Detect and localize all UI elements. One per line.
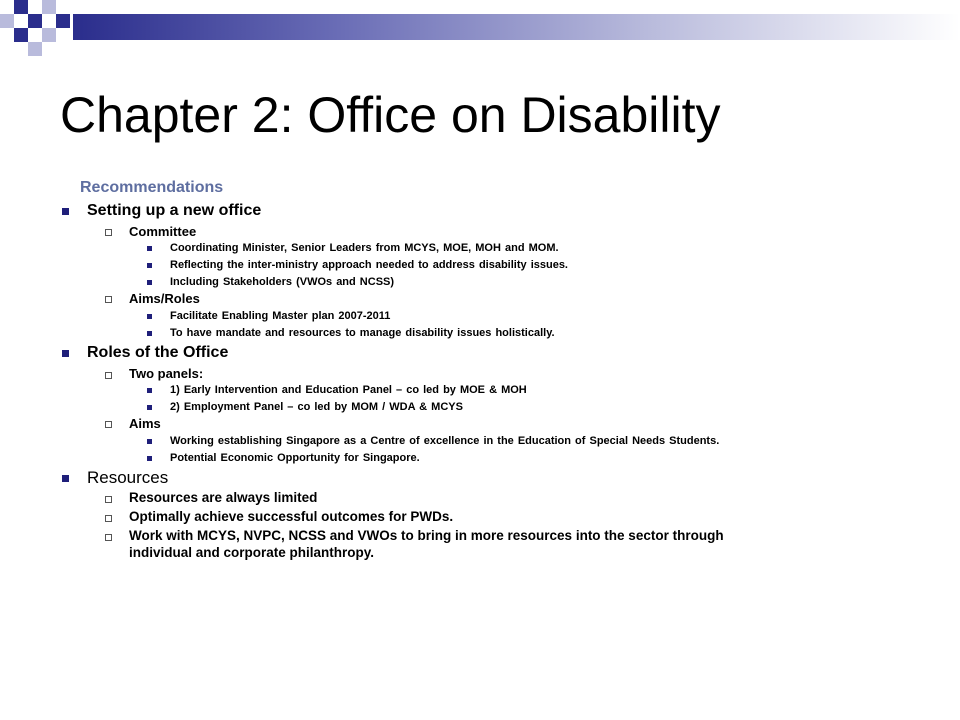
recommendations-label: Recommendations (80, 179, 224, 196)
list-item: 2) Employment Panel – co led by MOM / WDA & MCYS (170, 401, 463, 413)
checkbox-bullet-icon (105, 296, 112, 303)
section-heading: Resources (87, 468, 169, 487)
deco-square (28, 14, 42, 28)
section-bullet (62, 475, 69, 482)
item-bullet (147, 263, 152, 268)
section-heading: Setting up a new office (87, 202, 262, 219)
list-item: Coordinating Minister, Senior Leaders from MCYS, MOE, MOH and MOM. (170, 242, 559, 254)
checkbox-bullet-icon (105, 515, 112, 522)
deco-square (14, 0, 28, 14)
deco-square (42, 28, 56, 42)
deco-square (28, 42, 42, 56)
item-bullet (147, 246, 152, 251)
deco-square (42, 0, 56, 14)
list-item: Facilitate Enabling Master plan 2007-2011 (170, 310, 391, 322)
checkbox-bullet-icon (105, 496, 112, 503)
header-gradient-bar (73, 14, 960, 40)
item-bullet (147, 405, 152, 410)
section-heading: Roles of the Office (87, 344, 229, 361)
deco-square (56, 14, 70, 28)
header-decoration (0, 0, 960, 60)
deco-square (0, 14, 14, 28)
item-bullet (147, 388, 152, 393)
resource-point: Optimally achieve successful outcomes for PWDs. (129, 509, 454, 524)
resource-point: Work with MCYS, NVPC, NCSS and VWOs to bring in more resources into the sector through (129, 528, 724, 543)
item-bullet (147, 280, 152, 285)
checkbox-bullet-icon (105, 534, 112, 541)
list-item: Working establishing Singapore as a Centre of excellence in the Education of Special Needs Students. (170, 435, 720, 447)
slide-title: Chapter 2: Office on Disability (60, 87, 721, 143)
item-bullet (147, 314, 152, 319)
deco-square (14, 28, 28, 42)
checkbox-bullet-icon (105, 372, 112, 379)
checkbox-bullet-icon (105, 421, 112, 428)
subsection-label: Committee (129, 224, 197, 239)
list-item: 1) Early Intervention and Education Panel – co led by MOE & MOH (170, 384, 527, 396)
resource-point-continuation: individual and corporate philanthropy. (129, 545, 375, 560)
subsection-label: Aims (129, 416, 161, 431)
checkbox-bullet-icon (105, 229, 112, 236)
item-bullet (147, 331, 152, 336)
section-bullet (62, 350, 69, 357)
list-item: To have mandate and resources to manage disability issues holistically. (170, 327, 555, 339)
list-item: Including Stakeholders (VWOs and NCSS) (170, 276, 395, 288)
subsection-label: Two panels: (129, 366, 204, 381)
list-item: Potential Economic Opportunity for Singapore. (170, 452, 420, 464)
resource-point: Resources are always limited (129, 490, 318, 505)
list-item: Reflecting the inter-ministry approach needed to address disability issues. (170, 259, 568, 271)
subsection-label: Aims/Roles (129, 291, 200, 306)
item-bullet (147, 456, 152, 461)
section-bullet (62, 208, 69, 215)
item-bullet (147, 439, 152, 444)
